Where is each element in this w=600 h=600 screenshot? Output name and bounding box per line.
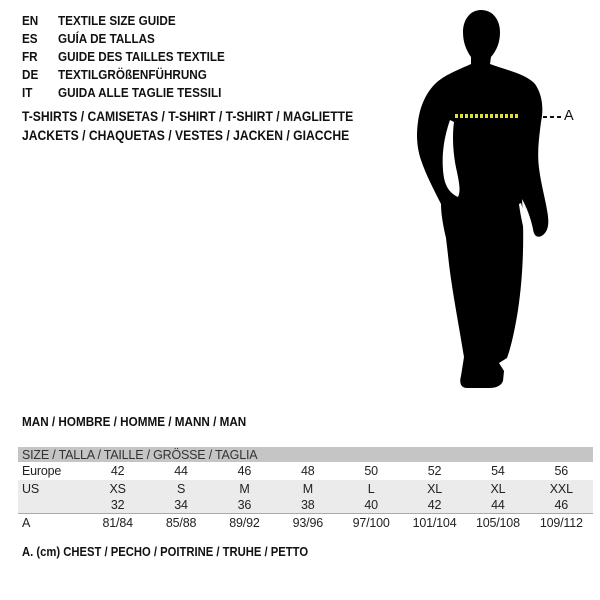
size-value: M: [239, 481, 250, 496]
man-silhouette-path: [417, 10, 548, 388]
size-value: 40: [364, 498, 378, 512]
size-value: 46: [237, 464, 252, 478]
row-label: A: [22, 516, 31, 530]
language-row-es: [22, 30, 225, 48]
size-table-header: SIZE / TALLA / TAILLE / GRÖSSE / TAGLIA: [18, 447, 593, 462]
row-label: Europe: [22, 464, 62, 478]
language-code: ES: [22, 31, 38, 46]
size-value: XS: [109, 481, 126, 496]
language-code: DE: [22, 67, 39, 82]
size-value: 54: [491, 464, 505, 478]
size-value: 34: [174, 498, 188, 512]
size-value: 101/104: [412, 516, 457, 530]
language-label: GUIDE DES TAILLES TEXTILE: [58, 49, 225, 64]
table-row-us: [18, 480, 593, 497]
size-value: 56: [554, 464, 569, 478]
man-silhouette-figure: [405, 0, 600, 400]
language-list: [22, 12, 225, 102]
language-label: GUÍA DE TALLAS: [58, 31, 155, 46]
size-value: 109/112: [539, 516, 583, 530]
size-value: 32: [110, 498, 125, 512]
size-value: 36: [237, 498, 252, 512]
size-value: 42: [110, 464, 125, 478]
chest-measure-dotted-line: [455, 114, 518, 118]
size-value: XL: [490, 481, 506, 496]
language-code: FR: [22, 49, 38, 64]
category-line-jackets: JACKETS / CHAQUETAS / VESTES / JACKEN / GIACCHE: [22, 127, 350, 143]
language-label: TEXTILGRÖßENFÜHRUNG: [58, 67, 207, 82]
chest-footnote: A. (cm) CHEST / PECHO / POITRINE / TRUHE / PETTO: [22, 545, 309, 559]
size-value: 93/96: [292, 516, 323, 530]
language-label: TEXTILE SIZE GUIDE: [58, 13, 176, 28]
language-label: GUIDA ALLE TAGLIE TESSILI: [58, 85, 222, 100]
language-code: EN: [22, 13, 39, 28]
row-label: US: [22, 481, 39, 496]
size-value: 89/92: [229, 516, 260, 530]
size-value: L: [367, 481, 375, 496]
size-value: 105/108: [476, 516, 520, 530]
table-row-europe: [18, 462, 593, 480]
size-table: [18, 447, 593, 532]
size-value: 46: [554, 498, 569, 512]
size-value: XXL: [549, 481, 573, 496]
size-value: 44: [491, 498, 505, 512]
size-value: M: [302, 481, 313, 496]
measure-label-a: A: [564, 108, 574, 124]
measure-leader-dashes: [543, 116, 561, 118]
size-value: 81/84: [102, 516, 133, 530]
language-row-en: [22, 12, 225, 30]
language-row-fr: [22, 48, 225, 66]
man-silhouette-svg: [405, 0, 600, 400]
table-row-numeric: [18, 497, 593, 513]
category-line-tshirts: T-SHIRTS / CAMISETAS / T-SHIRT / T-SHIRT / MAGLIETTE: [22, 109, 354, 124]
size-value: 85/88: [165, 516, 197, 530]
size-value: XL: [427, 481, 442, 496]
table-row-chest-a: [18, 513, 593, 532]
size-value: 38: [301, 498, 315, 512]
size-value: 52: [427, 464, 442, 478]
size-value: 50: [364, 464, 378, 478]
language-row-de: [22, 66, 225, 84]
size-value: 97/100: [352, 516, 390, 530]
language-code: IT: [22, 85, 33, 100]
size-value: 44: [174, 464, 188, 478]
size-value: 48: [301, 464, 315, 478]
size-value: S: [176, 481, 186, 496]
garment-categories: [22, 108, 353, 145]
section-title-man: MAN / HOMBRE / HOMME / MANN / MAN: [22, 414, 247, 429]
language-row-it: [22, 84, 225, 102]
size-value: 42: [427, 498, 442, 512]
